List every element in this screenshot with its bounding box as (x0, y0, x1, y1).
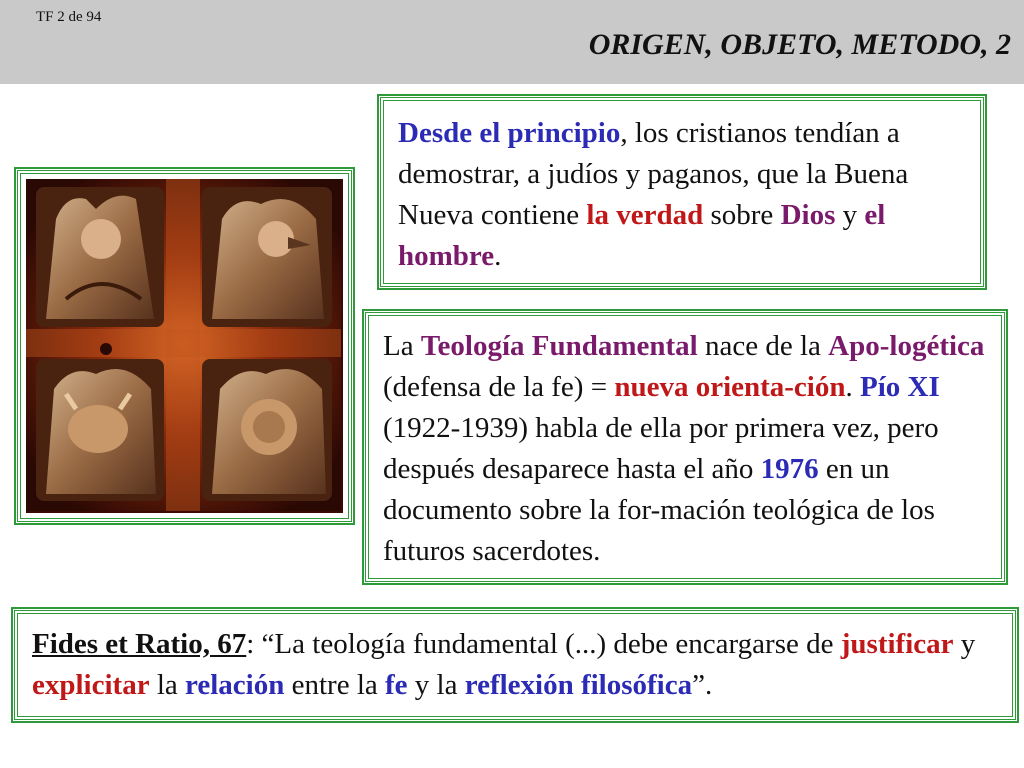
emphasis-desde-el-principio: Desde el principio (398, 117, 621, 149)
emphasis-nueva-orientacion: nueva orienta-ción (614, 371, 846, 403)
emphasis-reflexion-filosofica: reflexión filosófica (464, 669, 693, 701)
text-box-fides-et-ratio (14, 610, 1016, 720)
text-box-origin (380, 97, 984, 287)
origin-paragraph (398, 113, 966, 277)
text-run: la (149, 669, 186, 701)
text-run: sobre (703, 199, 781, 231)
text-run: (1922-1939) habla de ella por primera vez, pero después desaparece hasta el año (383, 412, 939, 485)
four-evangelists-relief-icon (26, 179, 343, 513)
citation-fides-et-ratio: Fides et Ratio, 67 (32, 628, 247, 660)
emphasis-apologetica: Apo-logética (828, 330, 985, 362)
emphasis-explicitar: explicitar (32, 669, 150, 701)
teologia-paragraph (383, 326, 987, 572)
text-box-teologia-fundamental (365, 312, 1005, 582)
emphasis-relacion: relación (185, 669, 285, 701)
emphasis-la-verdad: la verdad (586, 199, 704, 231)
emphasis-teologia-fundamental: Teología Fundamental (420, 330, 698, 362)
emphasis-1976: 1976 (760, 453, 819, 485)
slide-number: TF 2 de 94 (36, 9, 102, 25)
emphasis-fe: fe (385, 669, 408, 701)
text-run: , los cristianos tendían a demostrar, a judíos y paganos, que la Buena Nueva contiene (398, 117, 909, 231)
panel-eagle (202, 187, 332, 327)
panel-angel (36, 187, 164, 327)
text-run: . (494, 240, 502, 272)
text-run: y la (407, 669, 465, 701)
text-run: . (845, 371, 860, 403)
text-run: La (383, 330, 421, 362)
text-run: en un documento sobre la for-mación teológica de los futuros sacerdotes. (383, 453, 935, 567)
text-run: (defensa de la fe) = (383, 371, 615, 403)
header-bar (0, 0, 1024, 84)
text-run: entre la (284, 669, 385, 701)
text-run: nace de la (697, 330, 829, 362)
panel-lion (202, 359, 332, 501)
slide-title: ORIGEN, OBJETO, METODO, 2 (588, 28, 1011, 61)
text-run: y (835, 199, 865, 231)
emphasis-pio-xi: Pío XI (860, 371, 940, 403)
panel-ox (36, 359, 164, 501)
emphasis-dios: Dios (780, 199, 836, 231)
emphasis-el-hombre: el hombre (398, 199, 886, 272)
evangelists-image-frame (17, 170, 352, 522)
relief-illustration (26, 179, 341, 511)
text-run: : “La teología fundamental (...) debe encargarse de (246, 628, 841, 660)
text-run: ”. (692, 669, 713, 701)
emphasis-justificar: justificar (840, 628, 954, 660)
fides-et-ratio-quote (32, 624, 998, 706)
text-run: y (953, 628, 976, 660)
